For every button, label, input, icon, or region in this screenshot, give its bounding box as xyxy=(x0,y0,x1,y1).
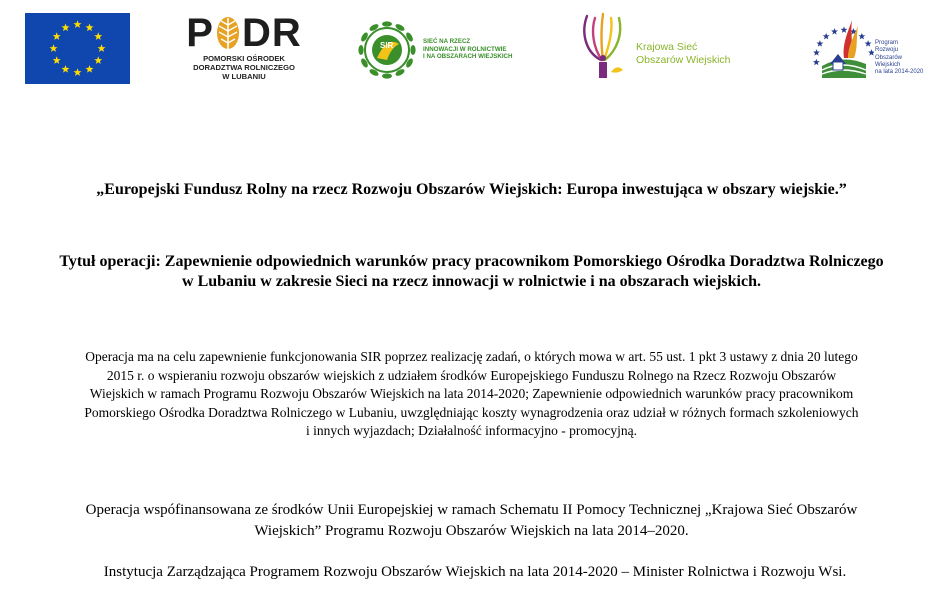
prow-star-icon xyxy=(841,26,848,33)
prow-star-icon xyxy=(868,49,874,56)
logo-bar xyxy=(0,0,943,100)
prow-star-icon xyxy=(823,33,830,40)
ksow-caption: Krajowa Sieć Obszarów Wiejskich xyxy=(636,41,731,66)
operation-description: Operacja ma na celu zapewnienie funkcjonowania SIR poprzez realizację zadań, o których mowa w art. 55 ust. 1 pkt 3 ustawy z dnia 20 lutego 2015 r. o wspieraniu rozwoju obszarów wiejskich z udziałem środków Europejskiego Funduszu Rolnego na Rzecz Rozwoju Obszarów Wiejskich w ramach Programu Rozwoju Obszarów Wiejskich na lata 2014-2020; Zapewnienie odpowiednich warunków pracy pracownikom Pomorskiego Ośrodka Doradztwa Rolniczego w Lubaniu, uwzględniając koszty wynagrodzenia oraz udział w różnych formach szkoleniowych i innych wyjazdach; Działalność informacyjno - promocyjną. xyxy=(84,349,859,438)
podr-wordmark: P DR xyxy=(186,11,302,55)
prow-star-icon xyxy=(858,33,865,40)
managing-institution: Instytucja Zarządzająca Programem Rozwoju Obszarów Wiejskich na lata 2014-2020 – Minister Rolnictwa i Rozwoju Wsi. xyxy=(103,564,847,580)
prow-emblem-icon xyxy=(808,14,874,86)
prow-star-icon xyxy=(831,28,838,35)
podr-subtitle: POMORSKI OŚRODEK DORADZTWA ROLNICZEGO W LUBANIU xyxy=(193,54,295,81)
prow-logo xyxy=(808,14,928,86)
operation-title: Tytuł operacji: Zapewnienie odpowiednich warunków pracy pracownikom Pomorskiego Ośrodka Doradztwa Rolniczego w Lubaniu w zakresie Sieci na rzecz innowacji w rolnictwie i na obszarach wiejskich. xyxy=(59,253,884,290)
sir-leaf-icon xyxy=(410,45,415,55)
prow-star-icon xyxy=(865,40,872,47)
ksow-emblem-icon xyxy=(575,12,635,84)
prow-star-icon xyxy=(816,40,823,47)
cofinancing-note: Operacja wspófinansowana ze środków Unii Europejskiej w ramach Schematu II Pomocy Technicznej „Krajowa Sieć Obszarów Wiejskich” Programu Rozwoju Obszarów Wiejskich na lata 2014–2020. xyxy=(85,502,858,539)
eafrd-motto: „Europejski Fundusz Rolny na rzecz Rozwoju Obszarów Wiejskich: Europa inwestująca w obszary wiejskie.” xyxy=(96,181,847,198)
sir-caption: SIEĆ NA RZECZ INNOWACJI W ROLNICTWIE I NA OBSZARACH WIEJSKICH xyxy=(423,38,513,61)
sir-leaf-icon xyxy=(382,73,392,78)
prow-star-icon xyxy=(813,59,820,66)
ksow-logo xyxy=(575,12,760,84)
sir-emblem-icon xyxy=(353,14,423,86)
eu-flag-icon xyxy=(25,13,130,84)
podr-logo xyxy=(186,12,302,88)
sir-badge-text: SIR xyxy=(380,41,394,50)
prow-caption: Program Rozwoju Obszarów Wiejskich na lata 2014-2020 xyxy=(875,40,924,76)
leaf-icon xyxy=(215,15,241,51)
sir-leaf-icon xyxy=(358,45,363,55)
sir-leaf-icon xyxy=(382,21,392,26)
prow-star-icon xyxy=(813,49,820,56)
sir-logo xyxy=(353,14,528,86)
